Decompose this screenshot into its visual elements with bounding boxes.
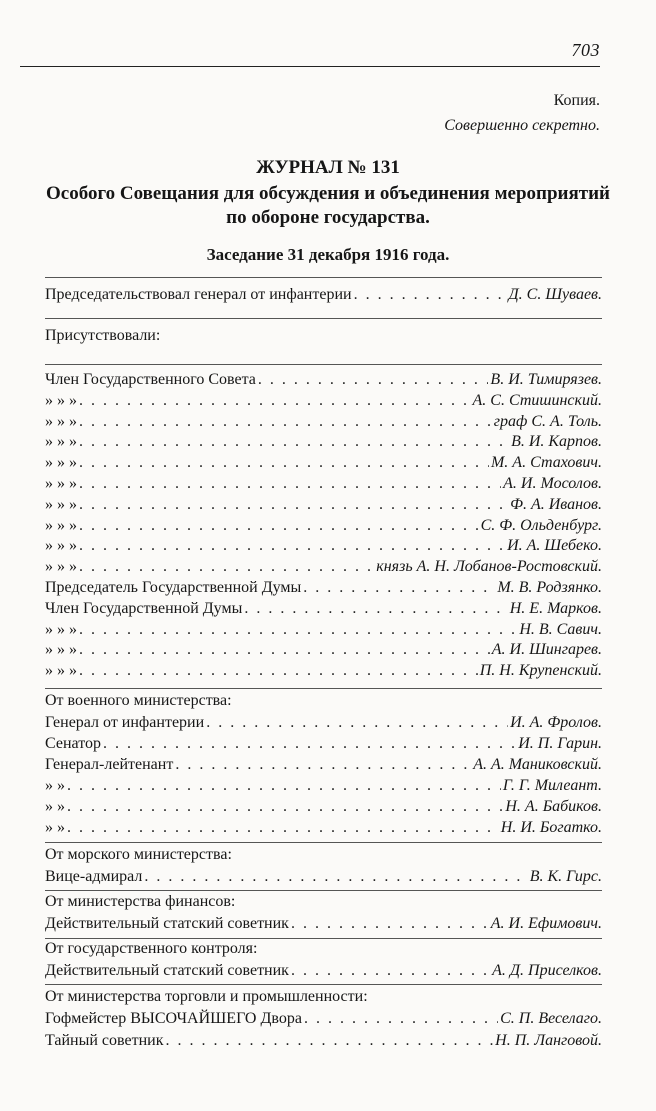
leader-dots <box>67 777 501 795</box>
list-row <box>45 756 602 778</box>
row-title: Сенатор <box>45 735 101 752</box>
separator <box>45 984 602 985</box>
row-title: » » » <box>45 516 77 534</box>
chair-name: Д. С. Шуваев. <box>508 286 602 303</box>
control-row <box>45 962 602 984</box>
row-name: М. В. Родзянко. <box>497 579 602 596</box>
list-row <box>45 662 602 684</box>
running-head <box>20 38 600 64</box>
list-row <box>45 517 602 539</box>
leader-dots <box>79 392 471 410</box>
row-name: В. И. Карпов. <box>511 433 602 451</box>
row-title: » » » <box>45 620 77 638</box>
leader-dots <box>303 579 495 597</box>
row-name: А. И. Шингарев. <box>491 641 602 659</box>
row-title: Действительный статский советник <box>45 915 289 932</box>
row-name: И. А. Фролов. <box>510 714 602 731</box>
leader-dots <box>79 558 374 576</box>
row-name: А. Д. Приселков. <box>492 962 602 979</box>
row-title: » » » <box>45 558 77 576</box>
leader-dots <box>79 517 479 535</box>
row-title: » » » <box>45 495 77 513</box>
row-title: » » » <box>45 641 77 659</box>
leader-dots <box>79 475 501 493</box>
row-name: С. Ф. Ольденбург. <box>480 516 602 534</box>
leader-dots <box>79 621 517 639</box>
list-row <box>45 641 602 663</box>
row-title: Член Государственного Совета <box>45 371 256 388</box>
row-name: В. И. Тимирязев. <box>490 371 602 388</box>
list-row <box>45 454 602 476</box>
row-name: П. Н. Крупенский. <box>479 662 602 680</box>
navy-label: От морского министерства: <box>45 846 232 863</box>
list-row <box>45 496 602 518</box>
list-row <box>45 558 602 580</box>
separator <box>45 318 602 319</box>
secrecy-mark: Совершенно секретно. <box>444 117 600 134</box>
row-name: Ф. А. Иванов. <box>510 495 602 513</box>
row-title: » » <box>45 798 65 815</box>
row-title: » » » <box>45 454 77 472</box>
row-name: И. А. Шебеко. <box>507 537 602 555</box>
leader-dots <box>291 962 490 980</box>
leader-dots <box>206 714 508 732</box>
row-title: Действительный статский советник <box>45 962 289 979</box>
row-name: Н. А. Бабиков. <box>505 798 602 815</box>
page-number: 703 <box>571 40 600 60</box>
leader-dots <box>79 537 505 555</box>
chair-label: Председательствовал генерал от инфантерии <box>45 286 352 303</box>
leader-dots <box>67 819 499 837</box>
row-name: И. П. Гарин. <box>518 735 602 752</box>
leader-dots <box>79 433 509 451</box>
copy-mark: Копия. <box>553 92 600 109</box>
list-row <box>45 413 602 435</box>
row-name: Н. Е. Марков. <box>509 599 602 617</box>
row-title: Председатель Государственной Думы <box>45 579 302 596</box>
leader-dots <box>291 915 489 933</box>
row-title: Тайный советник <box>45 1032 164 1049</box>
row-name: Н. В. Савич. <box>519 620 602 638</box>
row-title: » » » <box>45 391 77 409</box>
row-name: С. П. Веселаго. <box>500 1010 602 1027</box>
row-name: Н. И. Богатко. <box>500 819 602 836</box>
row-name: А. А. Маниковский. <box>473 756 602 773</box>
list-row <box>45 475 602 497</box>
leader-dots <box>67 798 503 816</box>
session-date: Заседание 31 декабря 1916 года. <box>206 245 450 264</box>
separator <box>45 277 602 278</box>
leader-dots <box>165 1032 493 1050</box>
separator <box>45 890 602 891</box>
row-title: » » <box>45 777 65 794</box>
row-title: » » <box>45 819 65 836</box>
leader-dots <box>103 735 516 753</box>
leader-dots <box>79 496 508 514</box>
row-name: А. С. Стишинский. <box>472 391 602 409</box>
leader-dots <box>258 371 489 389</box>
separator <box>45 364 602 365</box>
list-row <box>45 714 602 736</box>
list-row <box>45 537 602 559</box>
list-row <box>45 371 602 393</box>
leader-dots <box>244 600 507 618</box>
row-name: граф С. А. Толь. <box>493 412 602 430</box>
row-name: князь А. Н. Лобанов-Ростовский. <box>376 558 602 576</box>
row-name: М. А. Стахович. <box>490 454 602 472</box>
finance-row <box>45 915 602 937</box>
present-label: Присутствовали: <box>45 327 161 344</box>
leader-dots <box>79 454 489 472</box>
row-title: » » » <box>45 537 77 555</box>
separator <box>45 842 602 843</box>
list-row <box>45 1010 602 1032</box>
row-title: Гофмейстер ВЫСОЧАЙШЕГО Двора <box>45 1010 302 1027</box>
row-title: » » » <box>45 433 77 451</box>
list-row <box>45 433 602 455</box>
leader-dots <box>304 1010 498 1028</box>
leader-dots <box>354 286 507 304</box>
list-row <box>45 819 602 841</box>
row-title: Член Государственной Думы <box>45 599 243 617</box>
row-title: Генерал от инфантерии <box>45 714 205 731</box>
separator <box>45 688 602 689</box>
chair-row <box>45 286 602 308</box>
row-name: Г. Г. Милеант. <box>502 777 602 794</box>
navy-row <box>45 868 602 890</box>
row-title: » » » <box>45 412 77 430</box>
control-label: От государственного контроля: <box>45 940 258 957</box>
leader-dots <box>79 641 490 659</box>
header-rule <box>20 66 600 67</box>
leader-dots <box>175 756 471 774</box>
journal-title: ЖУРНАЛ № 131 <box>256 157 400 178</box>
row-name: А. И. Мосолов. <box>503 475 602 492</box>
row-title: » » » <box>45 662 77 680</box>
trade-label: От министерства торговли и промышленности: <box>45 988 368 1005</box>
list-row <box>45 777 602 799</box>
list-row <box>45 621 602 643</box>
finance-label: От министерства финансов: <box>45 893 236 910</box>
row-name: В. К. Гирс. <box>529 868 602 885</box>
list-row <box>45 392 602 414</box>
list-row <box>45 735 602 757</box>
list-row <box>45 600 602 622</box>
leader-dots <box>79 413 492 431</box>
list-row <box>45 579 602 601</box>
separator <box>45 938 602 939</box>
leader-dots <box>79 662 478 680</box>
row-title: Генерал-лейтенант <box>45 756 174 773</box>
row-title: Вице-адмирал <box>45 868 143 885</box>
military-label: От военного министерства: <box>45 692 232 709</box>
journal-subtitle: Особого Совещания для обсуждения и объединения мероприятий по обороне государства. <box>45 183 610 228</box>
row-name: А. И. Ефимович. <box>490 915 602 932</box>
list-row <box>45 798 602 820</box>
leader-dots <box>144 868 527 886</box>
row-name: Н. П. Ланговой. <box>495 1032 602 1049</box>
list-row <box>45 1032 602 1054</box>
row-title: » » » <box>45 475 77 492</box>
